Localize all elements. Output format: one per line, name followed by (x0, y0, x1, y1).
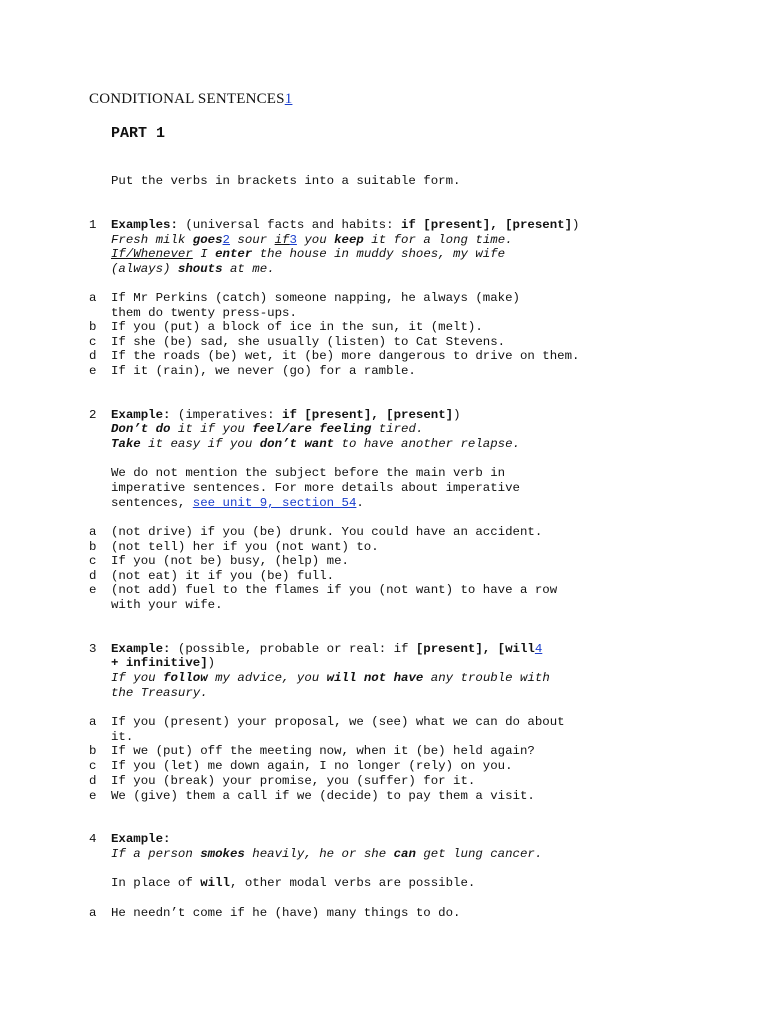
unit-section-link[interactable]: see unit 9, section 54 (192, 496, 357, 510)
exercise-item: If she (be) sad, she usually (listen) to Cat Stevens. (111, 335, 506, 349)
note-text: imperative sentences. For more details about imperative (111, 481, 520, 495)
item-letter: e (89, 789, 97, 803)
item-letter: e (89, 364, 97, 378)
footnote-link-4[interactable]: 4 (534, 642, 543, 656)
section-4-example-header: Example: (111, 832, 171, 846)
example-sentence: the Treasury. (111, 686, 208, 700)
part-heading: PART 1 (111, 125, 166, 142)
item-letter: a (89, 525, 97, 539)
exercise-item: it. (111, 730, 134, 744)
section-number: 1 (89, 218, 97, 232)
item-letter: b (89, 744, 97, 758)
instruction-text: Put the verbs in brackets into a suitable form. (111, 174, 461, 188)
exercise-item: (not add) fuel to the flames if you (not want) to have a row (111, 583, 558, 597)
note-text: In place of will, other modal verbs are possible. (111, 876, 476, 890)
exercise-item: (not tell) her if you (not want) to. (111, 540, 379, 554)
note-text: We do not mention the subject before the main verb in (111, 466, 506, 480)
section-number: 4 (89, 832, 97, 846)
item-letter: d (89, 349, 97, 363)
item-letter: c (89, 335, 97, 349)
exercise-item: If you (break) your promise, you (suffer) for it. (111, 774, 476, 788)
section-number: 2 (89, 408, 97, 422)
exercise-item: If Mr Perkins (catch) someone napping, he always (make) (111, 291, 520, 305)
section-number: 3 (89, 642, 97, 656)
document-title (89, 91, 292, 108)
example-sentence: If a person smokes heavily, he or she can get lung cancer. (111, 847, 543, 861)
exercise-item: He needn’t come if he (have) many things to do. (111, 906, 461, 920)
exercise-item: them do twenty press-ups. (111, 306, 297, 320)
exercise-item: If we (put) off the meeting now, when it (be) held again? (111, 744, 535, 758)
exercise-item: If the roads (be) wet, it (be) more dangerous to drive on them. (111, 349, 580, 363)
item-letter: b (89, 320, 97, 334)
section-1-example-header: Examples: (universal facts and habits: if [present], [present]) (111, 218, 580, 232)
exercise-item: with your wife. (111, 598, 223, 612)
footnote-link-3[interactable]: 3 (289, 233, 297, 247)
example-sentence: If/Whenever I enter the house in muddy shoes, my wife (111, 247, 506, 261)
section-3-example-header-cont: + infinitive]) (111, 656, 216, 670)
note-text: sentences, see unit 9, section 54. (111, 496, 364, 510)
example-sentence: Take it easy if you don’t want to have another relapse. (111, 437, 520, 451)
item-letter: b (89, 540, 97, 554)
footnote-link-2[interactable]: 2 (222, 233, 230, 247)
exercise-item: We (give) them a call if we (decide) to pay them a visit. (111, 789, 535, 803)
example-sentence: (always) shouts at me. (111, 262, 275, 276)
exercise-item: (not eat) it if you (be) full. (111, 569, 335, 583)
section-3-example-header: Example: (possible, probable or real: if [present], [will4 (111, 642, 543, 656)
title-text: CONDITIONAL SENTENCES (89, 91, 285, 107)
section-2-example-header: Example: (imperatives: if [present], [present]) (111, 408, 461, 422)
item-letter: c (89, 759, 97, 773)
item-letter: a (89, 291, 97, 305)
example-sentence: Fresh milk goes2 sour if3 you keep it for a long time. (111, 233, 513, 247)
exercise-item: If you (not be) busy, (help) me. (111, 554, 349, 568)
item-letter: d (89, 774, 97, 788)
item-letter: c (89, 554, 97, 568)
item-letter: e (89, 583, 97, 597)
exercise-item: If you (present) your proposal, we (see) what we can do about (111, 715, 565, 729)
item-letter: d (89, 569, 97, 583)
item-letter: a (89, 906, 97, 920)
exercise-item: If you (put) a block of ice in the sun, it (melt). (111, 320, 483, 334)
exercise-item: If you (let) me down again, I no longer (rely) on you. (111, 759, 513, 773)
footnote-link-1[interactable]: 1 (284, 91, 293, 107)
example-sentence: Don’t do it if you feel/are feeling tired. (111, 422, 424, 436)
exercise-item: (not drive) if you (be) drunk. You could have an accident. (111, 525, 543, 539)
item-letter: a (89, 715, 97, 729)
exercise-item: If it (rain), we never (go) for a ramble. (111, 364, 416, 378)
example-sentence: If you follow my advice, you will not have any trouble with (111, 671, 550, 685)
